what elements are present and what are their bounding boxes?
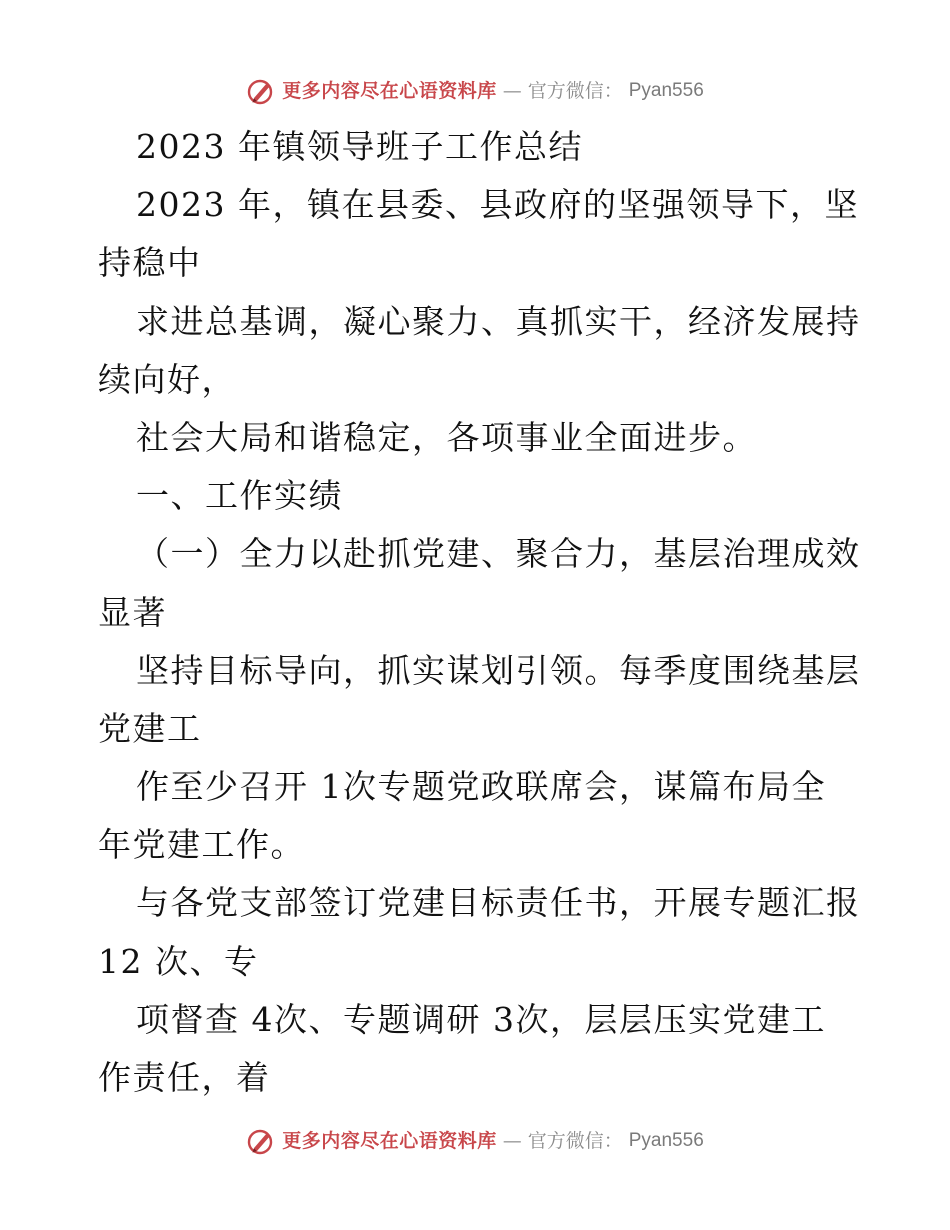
text-line: 一、工作实绩 [136, 476, 343, 516]
footer-banner [0, 1126, 950, 1156]
text-line: 作至少召开 1次专题党政联席会，谋篇布局全 [136, 767, 826, 807]
banner-official-label: 官方微信： [527, 1130, 623, 1152]
text-line: 12 次、专 [98, 941, 259, 981]
document-body [98, 118, 861, 1107]
text-line: 作责任，着 [98, 1058, 271, 1097]
text-line: 社会大局和谐稳定，各项事业全面进步。 [136, 417, 757, 457]
text-line: 2023 年镇领导班子工作总结 [136, 127, 583, 166]
banner-wechat-id: Pyan556 [628, 1130, 704, 1151]
banner-official-label: 官方微信： [527, 80, 623, 102]
text-line: 求进总基调，凝心聚力、真抓实干，经济发展持 [136, 301, 861, 341]
text-line: 党建工 [98, 708, 202, 748]
text-line: 年党建工作。 [98, 825, 305, 865]
banner-dash: — [502, 1130, 522, 1152]
text-line: 显著 [98, 592, 167, 632]
banner-wechat-id: Pyan556 [628, 80, 704, 101]
pen-logo-icon [246, 76, 276, 106]
header-banner [0, 76, 950, 106]
text-line: （一）全力以赴抓党建、聚合力，基层治理成效 [136, 534, 861, 574]
text-line: 坚持目标导向，抓实谋划引领。每季度围绕基层 [136, 650, 861, 690]
pen-logo-icon [246, 1126, 276, 1156]
banner-text: 更多内容尽在心语资料库 [282, 80, 497, 102]
text-line: 与各党支部签订党建目标责任书，开展专题汇报 [136, 883, 861, 923]
text-line: 续向好， [98, 359, 236, 399]
text-line: 持稳中 [98, 243, 202, 283]
banner-text: 更多内容尽在心语资料库 [282, 1130, 497, 1152]
text-line: 2023 年，镇在县委、县政府的坚强领导下，坚 [136, 185, 859, 225]
text-line: 项督查 4次、专题调研 3次，层层压实党建工 [136, 999, 826, 1039]
banner-dash: — [502, 80, 522, 102]
